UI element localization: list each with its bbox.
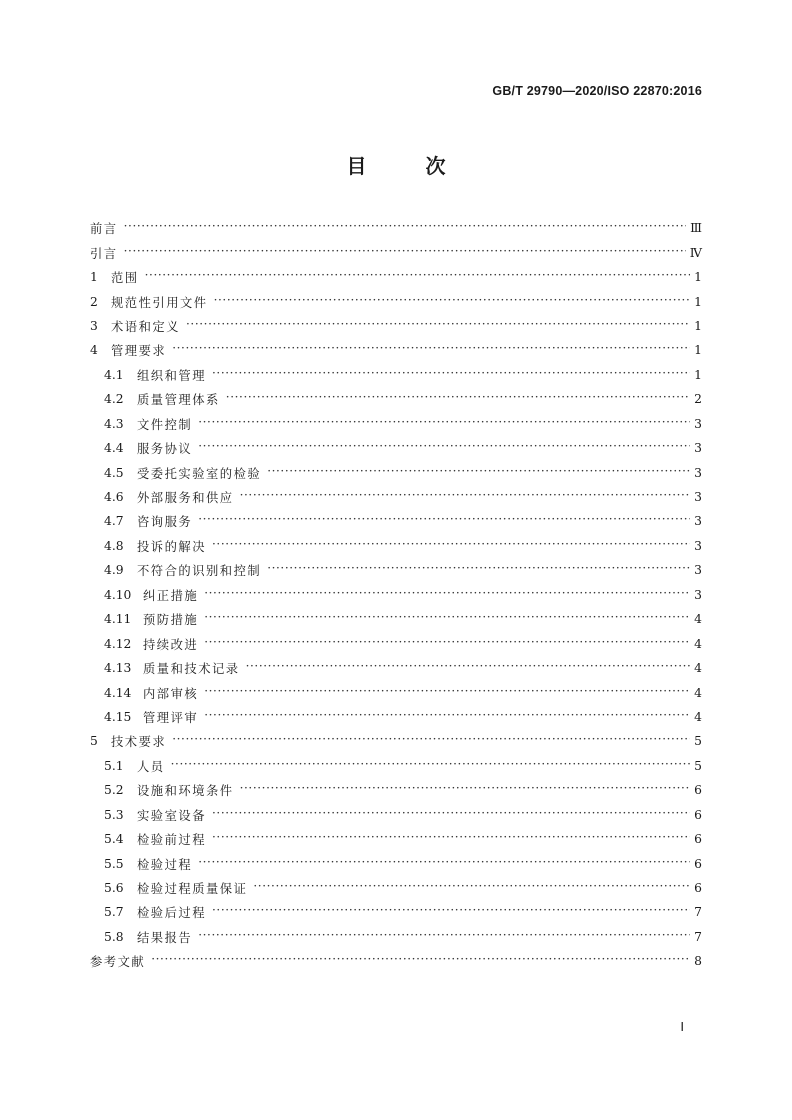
toc-entry-label: 预防措施 bbox=[143, 613, 199, 628]
page-title bbox=[0, 150, 792, 179]
toc-entry-page: 8 bbox=[694, 954, 702, 969]
toc-entry-page: Ⅲ bbox=[690, 221, 702, 236]
toc-entry[interactable] bbox=[90, 314, 702, 338]
toc-entry-page: 3 bbox=[694, 441, 702, 456]
toc-entry-label: 管理要求 bbox=[111, 344, 167, 359]
toc-leader-dots bbox=[204, 638, 690, 650]
toc-leader-dots bbox=[204, 687, 690, 699]
standard-code: GB/T 29790—2020/ISO 22870:2016 bbox=[492, 84, 702, 98]
toc-entry-label: 质量管理体系 bbox=[137, 393, 220, 408]
toc-entry-number: 5.7 bbox=[104, 905, 124, 920]
toc-entry-label: 检验前过程 bbox=[137, 833, 206, 848]
toc-entry-page: Ⅳ bbox=[689, 245, 702, 260]
toc-entry-page: 6 bbox=[694, 856, 702, 871]
toc-leader-dots bbox=[212, 833, 690, 845]
toc-entry-page: 3 bbox=[694, 538, 702, 553]
toc-entry-page: 4 bbox=[694, 636, 702, 651]
toc-entry-page: 4 bbox=[694, 709, 702, 724]
toc-leader-dots bbox=[186, 320, 690, 332]
toc-entry-number: 5.1 bbox=[104, 758, 124, 773]
toc-entry-label: 设施和环境条件 bbox=[137, 784, 234, 799]
toc-entry-label: 技术要求 bbox=[111, 735, 167, 750]
toc-leader-dots bbox=[204, 613, 690, 625]
toc-entry-label: 实验室设备 bbox=[137, 808, 206, 823]
toc-leader-dots bbox=[214, 296, 690, 308]
toc-entry[interactable] bbox=[90, 851, 702, 875]
toc-entry-page: 2 bbox=[694, 392, 702, 407]
toc-entry-number: 4.1 bbox=[104, 367, 124, 382]
toc-entry-label: 文件控制 bbox=[137, 417, 193, 432]
toc-entry[interactable] bbox=[90, 705, 702, 729]
toc-entry-page: 7 bbox=[694, 905, 702, 920]
toc-entry-label: 管理评审 bbox=[143, 710, 199, 725]
title-char-2: 次 bbox=[425, 154, 446, 178]
toc-entry-number: 4.6 bbox=[104, 490, 124, 505]
toc-entry-label: 组织和管理 bbox=[137, 368, 206, 383]
title-char-1: 目 bbox=[346, 154, 367, 178]
toc-entry-label: 范围 bbox=[111, 271, 139, 286]
toc-entry-label: 质量和技术记录 bbox=[143, 662, 240, 677]
toc-entry-number: 5.2 bbox=[104, 783, 124, 798]
toc-entry-label: 规范性引用文件 bbox=[111, 295, 208, 310]
toc-entry[interactable] bbox=[90, 607, 702, 631]
toc-entry-number: 4.2 bbox=[104, 392, 124, 407]
toc-entry-page: 1 bbox=[694, 270, 702, 285]
toc-entry-number: 4.9 bbox=[104, 563, 124, 578]
toc-entry-number: 5.3 bbox=[104, 807, 124, 822]
toc-entry-label: 参考文献 bbox=[90, 955, 146, 970]
toc-leader-dots bbox=[172, 344, 690, 356]
toc-entry[interactable] bbox=[90, 778, 702, 802]
toc-entry[interactable] bbox=[90, 754, 702, 778]
toc-entry-label: 持续改进 bbox=[143, 637, 199, 652]
toc-entry-page: 7 bbox=[694, 929, 702, 944]
toc-entry-label: 术语和定义 bbox=[111, 319, 180, 334]
toc-entry-label: 服务协议 bbox=[137, 442, 193, 457]
toc-entry[interactable] bbox=[90, 509, 702, 533]
toc-entry-label: 纠正措施 bbox=[143, 588, 199, 603]
toc-entry-number: 4.7 bbox=[104, 514, 124, 529]
toc-entry[interactable] bbox=[90, 925, 702, 949]
toc-entry-page: 5 bbox=[694, 758, 702, 773]
toc-entry[interactable] bbox=[90, 338, 702, 362]
toc-leader-dots bbox=[124, 222, 687, 234]
toc-entry-page: 1 bbox=[694, 318, 702, 333]
toc-leader-dots bbox=[204, 711, 690, 723]
toc-entry[interactable] bbox=[90, 949, 702, 973]
toc-entry[interactable] bbox=[90, 363, 702, 387]
toc-entry-page: 1 bbox=[694, 367, 702, 382]
toc-entry-label: 人员 bbox=[137, 759, 165, 774]
toc-entry-number: 4 bbox=[90, 343, 98, 358]
toc-entry-number: 5 bbox=[90, 734, 98, 749]
toc-leader-dots bbox=[198, 858, 690, 870]
toc-leader-dots bbox=[172, 735, 690, 747]
toc-entry[interactable] bbox=[90, 289, 702, 313]
toc-entry-page: 3 bbox=[694, 490, 702, 505]
toc-leader-dots bbox=[212, 809, 690, 821]
toc-entry-number: 5.5 bbox=[104, 856, 124, 871]
toc-entry[interactable] bbox=[90, 900, 702, 924]
toc-entry[interactable] bbox=[90, 729, 702, 753]
toc-entry-page: 1 bbox=[694, 343, 702, 358]
toc-entry-number: 4.14 bbox=[104, 685, 132, 700]
toc-entry[interactable] bbox=[90, 485, 702, 509]
toc-entry[interactable] bbox=[90, 534, 702, 558]
toc-entry[interactable] bbox=[90, 803, 702, 827]
toc-leader-dots bbox=[151, 955, 690, 967]
toc-entry-label: 检验过程质量保证 bbox=[137, 882, 248, 897]
toc-leader-dots bbox=[212, 369, 690, 381]
toc-entry-label: 前言 bbox=[90, 222, 118, 237]
toc-entry-number: 4.4 bbox=[104, 441, 124, 456]
toc-leader-dots bbox=[253, 882, 690, 894]
toc-entry-page: 6 bbox=[694, 783, 702, 798]
toc-leader-dots bbox=[226, 393, 690, 405]
toc-entry-label: 咨询服务 bbox=[137, 515, 193, 530]
toc-entry-page: 3 bbox=[694, 563, 702, 578]
toc-entry-number: 5.4 bbox=[104, 832, 124, 847]
toc-entry-number: 5.8 bbox=[104, 929, 124, 944]
toc-entry-page: 6 bbox=[694, 807, 702, 822]
toc-entry-page: 4 bbox=[694, 685, 702, 700]
toc-leader-dots bbox=[240, 491, 690, 503]
toc-leader-dots bbox=[145, 271, 690, 283]
toc-entry-page: 3 bbox=[694, 587, 702, 602]
toc-entry-page: 4 bbox=[694, 661, 702, 676]
toc-leader-dots bbox=[212, 540, 690, 552]
toc-entry[interactable] bbox=[90, 265, 702, 289]
toc-entry-number: 3 bbox=[90, 318, 98, 333]
toc-entry-number: 4.15 bbox=[104, 709, 132, 724]
toc-entry[interactable] bbox=[90, 631, 702, 655]
toc-entry-label: 内部审核 bbox=[143, 686, 199, 701]
toc-entry[interactable] bbox=[90, 827, 702, 851]
toc-entry-page: 3 bbox=[694, 416, 702, 431]
toc-entry-number: 4.11 bbox=[104, 612, 132, 627]
toc-entry-page: 3 bbox=[694, 465, 702, 480]
toc-leader-dots bbox=[198, 931, 690, 943]
toc-entry[interactable] bbox=[90, 412, 702, 436]
toc-leader-dots bbox=[212, 906, 690, 918]
toc-entry[interactable] bbox=[90, 460, 702, 484]
toc-leader-dots bbox=[240, 784, 690, 796]
toc-entry[interactable] bbox=[90, 436, 702, 460]
toc-entry-label: 结果报告 bbox=[137, 930, 193, 945]
toc-entry-label: 投诉的解决 bbox=[137, 539, 206, 554]
toc-entry-number: 4.10 bbox=[104, 587, 132, 602]
toc-entry[interactable] bbox=[90, 558, 702, 582]
toc-entry-number: 4.13 bbox=[104, 661, 132, 676]
toc-entry-label: 检验过程 bbox=[137, 857, 193, 872]
toc-entry[interactable] bbox=[90, 876, 702, 900]
toc-leader-dots bbox=[198, 418, 690, 430]
toc-leader-dots bbox=[246, 662, 690, 674]
toc-entry[interactable] bbox=[90, 216, 702, 240]
toc-entry-page: 3 bbox=[694, 514, 702, 529]
toc-entry-page: 4 bbox=[694, 612, 702, 627]
table-of-contents bbox=[90, 216, 702, 974]
toc-entry-number: 1 bbox=[90, 270, 98, 285]
toc-entry-number: 4.5 bbox=[104, 465, 124, 480]
toc-leader-dots bbox=[204, 589, 690, 601]
toc-entry[interactable] bbox=[90, 240, 702, 264]
toc-entry-label: 外部服务和供应 bbox=[137, 491, 234, 506]
toc-entry-number: 4.12 bbox=[104, 636, 132, 651]
toc-entry-number: 2 bbox=[90, 294, 98, 309]
toc-leader-dots bbox=[171, 760, 690, 772]
toc-entry-label: 引言 bbox=[90, 246, 118, 261]
toc-entry[interactable] bbox=[90, 387, 702, 411]
toc-entry-page: 6 bbox=[694, 881, 702, 896]
toc-entry-page: 6 bbox=[694, 832, 702, 847]
toc-entry-label: 不符合的识别和控制 bbox=[137, 564, 262, 579]
toc-leader-dots bbox=[124, 247, 686, 259]
toc-entry-number: 4.8 bbox=[104, 538, 124, 553]
toc-leader-dots bbox=[267, 467, 690, 479]
toc-entry-number: 5.6 bbox=[104, 881, 124, 896]
footer-page-number: Ⅰ bbox=[680, 1020, 684, 1034]
toc-leader-dots bbox=[267, 564, 690, 576]
toc-entry-number: 4.3 bbox=[104, 416, 124, 431]
toc-entry[interactable] bbox=[90, 656, 702, 680]
toc-entry-label: 检验后过程 bbox=[137, 906, 206, 921]
toc-entry[interactable] bbox=[90, 583, 702, 607]
toc-entry[interactable] bbox=[90, 680, 702, 704]
toc-entry-label: 受委托实验室的检验 bbox=[137, 466, 262, 481]
toc-entry-page: 1 bbox=[694, 294, 702, 309]
toc-leader-dots bbox=[198, 515, 690, 527]
toc-leader-dots bbox=[198, 442, 690, 454]
toc-entry-page: 5 bbox=[694, 734, 702, 749]
